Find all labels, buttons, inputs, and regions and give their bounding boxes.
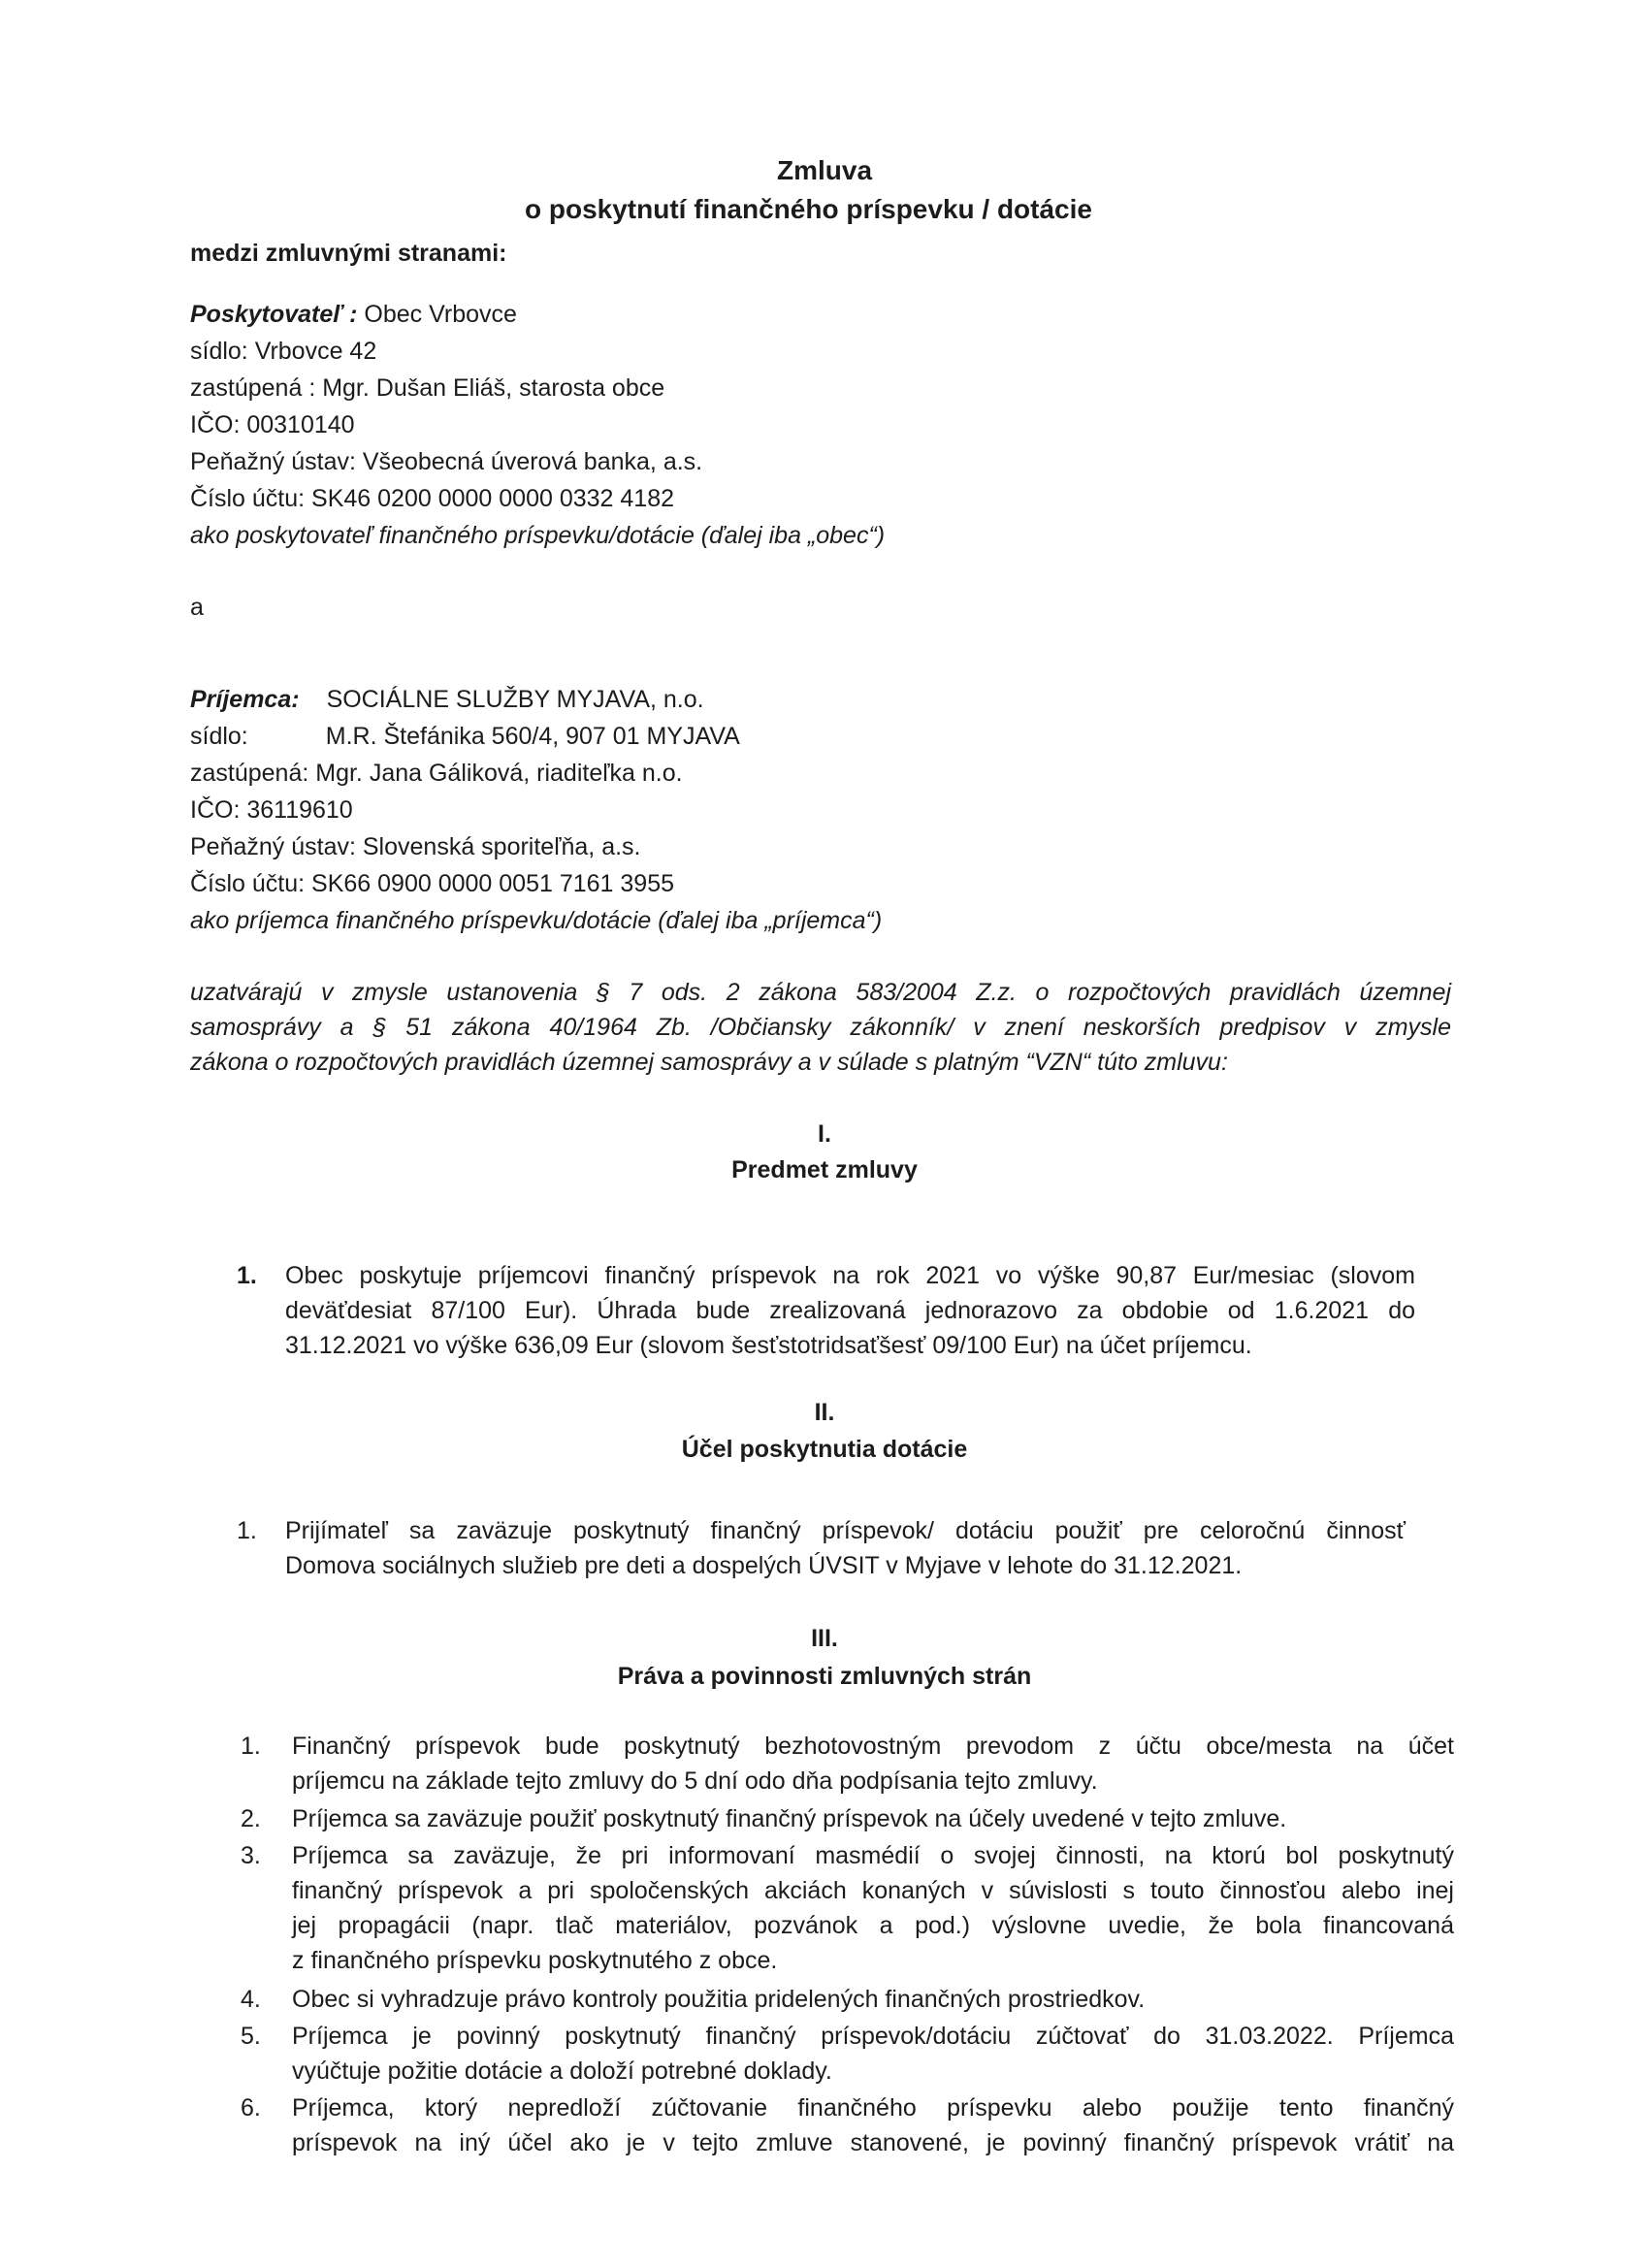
list-item xyxy=(292,1729,1454,1798)
provider-name: Obec Vrbovce xyxy=(364,301,517,328)
recipient-name-line xyxy=(190,682,704,717)
provider-represented: zastúpená : Mgr. Dušan Eliáš, starosta obce xyxy=(190,374,665,402)
recipient-seat-label: sídlo: xyxy=(190,723,248,750)
section-numeral: III. xyxy=(811,1625,838,1652)
provider-role: ako poskytovateľ finančného príspevku/dotácie (ďalej iba „obec“) xyxy=(190,522,886,549)
provider-account: Číslo účtu: SK46 0200 0000 0000 0332 4182 xyxy=(190,485,675,512)
item-number: 2. xyxy=(241,1805,261,1832)
item-line: Prijímateľ sa zaväzuje poskytnutý finančný príspevok/ dotáciu použiť pre celoročnú činnosť xyxy=(285,1517,1406,1544)
item-number: 3. xyxy=(241,1842,261,1869)
list-item xyxy=(285,1258,1415,1363)
preamble xyxy=(190,975,1451,1080)
recipient-name: SOCIÁLNE SLUŽBY MYJAVA, n.o. xyxy=(326,686,704,713)
list-item xyxy=(292,1801,1454,1836)
item-line: Obec poskytuje príjemcovi finančný príspevok na rok 2021 vo výške 90,87 Eur/mesiac (slovom xyxy=(285,1262,1415,1289)
item-line: Finančný príspevok bude poskytnutý bezhotovostným prevodom z účtu obce/mesta na účet xyxy=(292,1733,1454,1760)
recipient-bank: Peňažný ústav: Slovenská sporiteľňa, a.s. xyxy=(190,833,641,860)
parties-intro: medzi zmluvnými stranami: xyxy=(190,240,507,267)
document-title: Zmluva xyxy=(776,155,873,185)
list-item xyxy=(285,1513,1406,1583)
item-line: z finančného príspevku poskytnutého z obce. xyxy=(292,1947,778,1974)
list-item xyxy=(292,1838,1454,1978)
item-number: 1. xyxy=(237,1517,257,1544)
section-heading: Účel poskytnutia dotácie xyxy=(681,1436,968,1463)
preamble-line: samosprávy a § 51 zákona 40/1964 Zb. /Občiansky zákonník/ v znení neskorších predpisov v zmysle xyxy=(190,1014,1451,1041)
item-number: 1. xyxy=(241,1733,261,1760)
provider-bank: Peňažný ústav: Všeobecná úverová banka, a.s. xyxy=(190,448,703,475)
item-line: Príjemca sa zaväzuje, že pri informovaní masmédií o svojej činnosti, na ktorú bol poskytnutý xyxy=(292,1842,1454,1869)
recipient-account: Číslo účtu: SK66 0900 0000 0051 7161 3955 xyxy=(190,870,675,897)
recipient-seat-line xyxy=(190,719,740,754)
recipient-role: ako príjemca finančného príspevku/dotácie (ďalej iba „príjemca“) xyxy=(190,907,883,934)
list-item xyxy=(292,2019,1454,2089)
preamble-line: uzatvárajú v zmysle ustanovenia § 7 ods. 2 zákona 583/2004 Z.z. o rozpočtových pravidlách územnej xyxy=(190,979,1451,1006)
list-item xyxy=(292,1982,1454,2017)
item-line: finančný príspevok a pri spoločenských akciách konaných v súvislosti s touto činnosťou alebo inej xyxy=(292,1877,1454,1904)
item-number: 4. xyxy=(241,1986,261,2013)
item-line: Príjemca sa zaväzuje použiť poskytnutý finančný príspevok na účely uvedené v tejto zmluve. xyxy=(292,1805,1287,1832)
provider-name-line xyxy=(190,297,517,332)
recipient-label: Príjemca: xyxy=(190,686,300,713)
item-line: príjemcu na základe tejto zmluvy do 5 dní odo dňa podpísania tejto zmluvy. xyxy=(292,1767,1098,1795)
item-number: 6. xyxy=(241,2094,261,2122)
list-item xyxy=(292,2090,1454,2160)
item-line: Domova sociálnych služieb pre deti a dospelých ÚVSIT v Myjave v lehote do 31.12.2021. xyxy=(285,1552,1243,1579)
section-numeral: I. xyxy=(818,1120,831,1148)
item-line: Príjemca, ktorý nepredloží zúčtovanie finančného príspevku alebo použije tento finančný xyxy=(292,2094,1454,2122)
item-line: Príjemca je povinný poskytnutý finančný príspevok/dotáciu zúčtovať do 31.03.2022. Príjemca xyxy=(292,2023,1454,2050)
provider-seat: sídlo: Vrbovce 42 xyxy=(190,338,377,365)
item-line: jej propagácii (napr. tlač materiálov, pozvánok a pod.) výslovne uvedie, že bola financovaná xyxy=(292,1912,1454,1939)
item-line: príspevok na iný účel ako je v tejto zmluve stanovené, je povinný finančný príspevok vrátiť na xyxy=(292,2129,1454,2156)
preamble-line: zákona o rozpočtových pravidlách územnej samosprávy a v súlade s platným “VZN“ túto zmluvu: xyxy=(190,1049,1228,1076)
item-line: 31.12.2021 vo výške 636,09 Eur (slovom šesťstotridsaťšesť 09/100 Eur) na účet príjemcu. xyxy=(285,1332,1252,1359)
item-number: 1. xyxy=(237,1262,257,1289)
item-line: vyúčtuje požitie dotácie a doloží potrebné doklady. xyxy=(292,2057,832,2085)
recipient-represented: zastúpená: Mgr. Jana Gáliková, riaditeľka n.o. xyxy=(190,760,683,787)
item-line: Obec si vyhradzuje právo kontroly použitia pridelených finančných prostriedkov. xyxy=(292,1986,1146,2013)
section-numeral: II. xyxy=(814,1399,835,1426)
item-number: 5. xyxy=(241,2023,261,2050)
recipient-seat: M.R. Štefánika 560/4, 907 01 MYJAVA xyxy=(325,723,740,750)
section-heading: Predmet zmluvy xyxy=(731,1156,918,1183)
item-line: deväťdesiat 87/100 Eur). Úhrada bude zrealizovaná jednorazovo za obdobie od 1.6.2021 do xyxy=(285,1297,1415,1324)
provider-ico: IČO: 00310140 xyxy=(190,411,355,438)
recipient-ico: IČO: 36119610 xyxy=(190,796,353,824)
document-subtitle: o poskytnutí finančného príspevku / dotácie xyxy=(525,194,1092,224)
section-heading: Práva a povinnosti zmluvných strán xyxy=(617,1663,1032,1690)
provider-label: Poskytovateľ : xyxy=(190,301,358,328)
conjunction: a xyxy=(190,594,204,621)
